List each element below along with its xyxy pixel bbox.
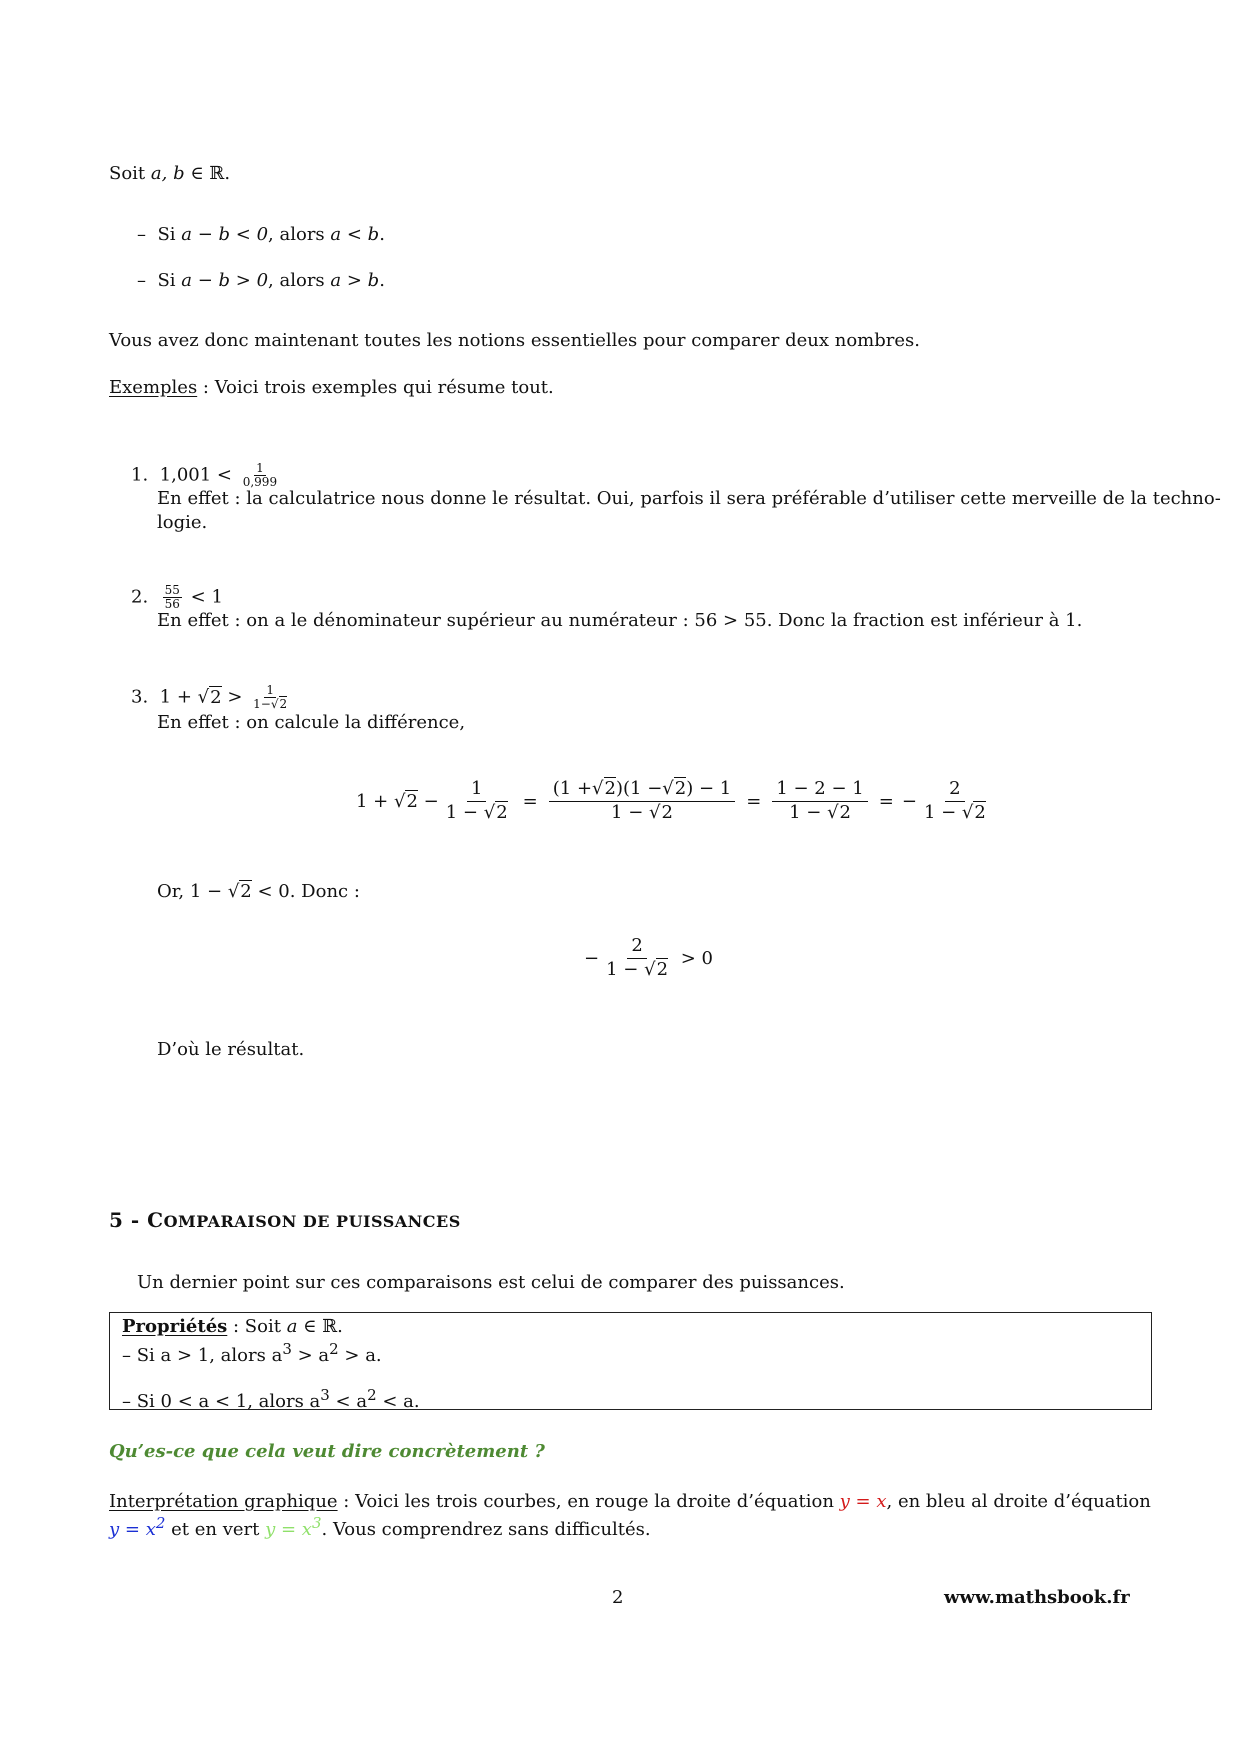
sqrt-radicand: 2 [279, 697, 288, 712]
or-line: Or, 1 − √2 < 0. Donc : [157, 881, 360, 902]
eq-fraction [602, 935, 672, 981]
numerator-part: ) − 1 [686, 778, 732, 799]
property-text: < a [329, 1391, 368, 1412]
example-1-explanation-1: En effet : la calculatrice nous donne le résultat. Oui, parfois il sera préférable d’utiliser cette merveille de la techno- [157, 488, 1221, 509]
example-2 [131, 584, 223, 611]
eq-minus: − [584, 947, 600, 969]
section-number: 5 - [109, 1208, 140, 1232]
fraction-numerator: (1 +√2)(1 −√2) − 1 [549, 778, 735, 802]
rule-item-2 [137, 270, 385, 291]
eq-minus: − [423, 790, 439, 812]
sqrt-radicand: 2 [661, 801, 673, 823]
sqrt-radicand: 2 [240, 881, 252, 902]
example-number: 2. [131, 586, 149, 608]
exponent: 3 [282, 1340, 292, 1358]
property-text: > a [291, 1345, 330, 1366]
rule-si: Si [157, 270, 176, 291]
fraction-numerator: 2 [627, 935, 646, 959]
properties-text: : Soit [227, 1316, 281, 1337]
rule-condition: a − b > 0 [181, 270, 269, 291]
property-text: – Si 0 < a < 1, alors a [122, 1391, 321, 1412]
conclusion-text: Vous avez donc maintenant toutes les notions essentielles pour comparer deux nombres. [109, 330, 920, 351]
example-fraction [163, 584, 182, 611]
fraction-denominator: 1 − √2 [606, 958, 669, 980]
sqrt-radicand: 2 [674, 778, 687, 799]
property-1 [122, 1340, 382, 1366]
rule-si: Si [157, 224, 176, 245]
example-fraction [251, 684, 289, 711]
example-expression: 1 + [159, 686, 192, 708]
sqrt-radicand: 2 [839, 801, 851, 823]
sqrt-radicand: 2 [656, 958, 669, 980]
vars-ab: a, b [150, 163, 185, 184]
eq-equals: = [746, 790, 762, 812]
fraction-denominator: 1 − √2 [923, 801, 986, 823]
exponent: 3 [320, 1386, 330, 1404]
exponent: 3 [311, 1514, 322, 1532]
eq-fraction-4 [920, 778, 990, 824]
intro-soit-line [109, 163, 230, 184]
fraction-denominator: 1 − √2 [611, 801, 673, 823]
sqrt-radicand: 2 [406, 791, 418, 812]
fraction-numerator: 2 [945, 778, 964, 802]
denominator-part: 1 − [606, 958, 639, 980]
example-number: 1. [131, 464, 149, 486]
fraction-denominator: 56 [164, 597, 180, 612]
rule-alors: , alors [268, 224, 325, 245]
example-1-explanation-2: logie. [157, 512, 208, 533]
eq-rhs: > 0 [680, 947, 714, 969]
example-1 [131, 462, 282, 489]
fraction-numerator: 1 [256, 461, 264, 475]
property-text: < a. [376, 1391, 420, 1412]
sqrt-radicand: 2 [210, 686, 222, 708]
eq-fraction-3 [772, 778, 867, 824]
denominator-part: 1 − [923, 801, 957, 823]
fraction-denominator: 1 − √2 [789, 801, 851, 823]
properties-header [122, 1316, 343, 1337]
sqrt-radicand: 2 [604, 778, 616, 799]
properties-var: a [286, 1316, 298, 1337]
property-2 [122, 1386, 420, 1412]
section-intro: Un dernier point sur ces comparaisons est celui de comparer des puissances. [137, 1272, 845, 1293]
equation-difference: 1 + √ 2 − $\frac{1}{1 - √2}$ = $\frac{(1 +√2)(1 -√2) - 1}{1 - √2}$ = $\frac{1 - 2 - 1}{1 - √2}$ = − $\frac{2}{1 - √2}$ [356, 778, 993, 824]
eq-fraction-1 [442, 778, 512, 824]
rule-alors: , alors [268, 270, 325, 291]
interpretation-text: : Voici les trois courbes, en rouge la droite d’équation [337, 1491, 840, 1512]
section-title-initial: C [147, 1208, 164, 1232]
fraction-numerator: 55 [164, 583, 180, 597]
sqrt-radicand: 2 [974, 801, 986, 823]
property-text: > a. [338, 1345, 382, 1366]
interpretation-line-1 [109, 1491, 1151, 1512]
rule-result: a > b [330, 270, 380, 291]
rule-end: . [379, 224, 385, 245]
examples-text: : Voici trois exemples qui résume tout. [197, 377, 554, 398]
denominator-part: 1 − [789, 801, 822, 823]
fraction-numerator: 1 [467, 778, 486, 802]
interpretation-label: Interprétation graphique [109, 1491, 338, 1512]
exponent: 2 [329, 1340, 339, 1358]
page-number: 2 [612, 1587, 624, 1608]
example-expression: < 1 [190, 586, 223, 608]
fraction-denominator: 1 − √2 [445, 801, 508, 823]
numerator-part: (1 + [552, 778, 593, 799]
properties-box [109, 1312, 1152, 1410]
question-heading: Qu’es-ce que cela veut dire concrètement ? [109, 1441, 545, 1462]
fraction-numerator: 1 − 2 − 1 [772, 778, 867, 802]
fraction-denominator: 0,999 [242, 475, 278, 490]
soit-text: Soit [109, 163, 146, 184]
eq-term: 1 + [356, 790, 389, 812]
interpretation-line-2 [109, 1514, 651, 1540]
blue-equation: y = x [109, 1519, 156, 1540]
exponent: 2 [155, 1514, 166, 1532]
example-number: 3. [131, 686, 149, 708]
eq-fraction-2 [549, 778, 735, 824]
properties-label: Propriétés [122, 1316, 228, 1337]
interpretation-text: . Vous comprendrez sans difficultés. [321, 1519, 651, 1540]
example-operator: > [227, 686, 243, 708]
example-3 [131, 684, 292, 711]
section-title-rest: OMPARAISON DE PUISSANCES [163, 1212, 461, 1231]
rule-condition: a − b < 0 [181, 224, 269, 245]
fraction-numerator: 1 [266, 683, 274, 697]
dou-resultat: D’où le résultat. [157, 1039, 305, 1060]
example-expression: 1,001 < [159, 464, 232, 486]
example-fraction [241, 462, 279, 489]
eq-equals: = [878, 790, 894, 812]
in-r: ∈ ℝ. [190, 163, 231, 184]
rule-dash: – [137, 224, 146, 245]
or-text: Or, 1 − [157, 881, 223, 902]
examples-line [109, 377, 554, 398]
green-equation: y = x [265, 1519, 312, 1540]
examples-label: Exemples [109, 377, 198, 398]
numerator-part: )(1 − [615, 778, 663, 799]
sqrt-radicand: 2 [496, 801, 508, 823]
rule-dash: – [137, 270, 146, 291]
denominator-part: 1 − [445, 801, 479, 823]
example-3-explanation: En effet : on calcule la différence, [157, 712, 466, 733]
section-heading [109, 1208, 461, 1232]
interpretation-text: , en bleu al droite d’équation [886, 1491, 1151, 1512]
fraction-denominator: 1−√2 [253, 697, 288, 712]
properties-set: ∈ ℝ. [303, 1316, 343, 1337]
or-text: < 0. Donc : [257, 881, 360, 902]
rule-item-1 [137, 224, 385, 245]
property-text: – Si a > 1, alors a [122, 1345, 283, 1366]
rule-end: . [379, 270, 385, 291]
footer-site: www.mathsbook.fr [944, 1587, 1130, 1608]
eq-equals: = [522, 790, 538, 812]
interpretation-text: et en vert [165, 1519, 266, 1540]
denominator-part: 1− [253, 697, 271, 712]
sqrt-sign: √ [197, 686, 210, 708]
red-equation: y = x [839, 1491, 887, 1512]
equation-sign [584, 935, 713, 981]
example-2-explanation: En effet : on a le dénominateur supérieur au numérateur : 56 > 55. Donc la fraction est inférieur à 1. [157, 610, 1083, 631]
exponent: 2 [367, 1386, 377, 1404]
rule-result: a < b [330, 224, 380, 245]
eq-minus: − [901, 790, 917, 812]
denominator-part: 1 − [611, 801, 644, 823]
